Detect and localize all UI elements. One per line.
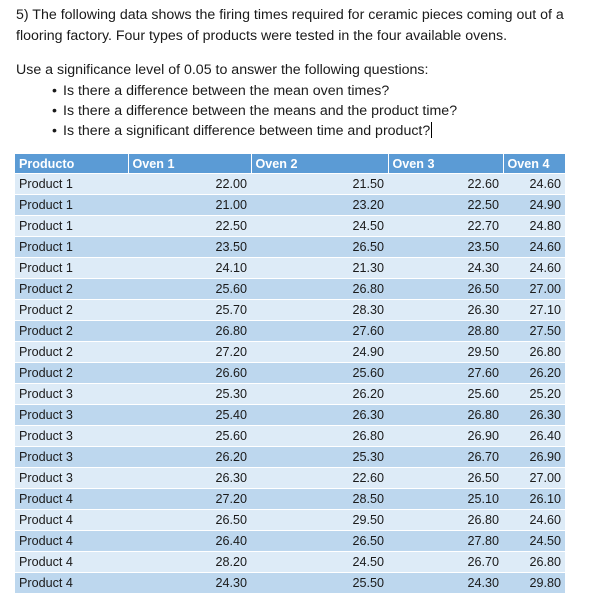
- table-row: [15, 384, 565, 405]
- cell-oven-3: 22.50: [388, 195, 503, 216]
- column-header-oven-4: Oven 4: [503, 154, 565, 174]
- cell-oven-2: 22.60: [251, 468, 388, 489]
- text-cursor: [431, 122, 432, 138]
- cell-product: Product 1: [15, 216, 128, 237]
- cell-oven-1: 27.20: [128, 342, 251, 363]
- cell-oven-4: 24.90: [503, 195, 565, 216]
- table-row: [15, 363, 565, 384]
- cell-product: Product 2: [15, 363, 128, 384]
- cell-oven-2: 26.80: [251, 279, 388, 300]
- cell-product: Product 4: [15, 573, 128, 593]
- table-body: [15, 174, 565, 593]
- problem-instruction: Use a significance level of 0.05 to answer the following questions:: [16, 60, 590, 81]
- table-row: [15, 573, 565, 593]
- table-row: [15, 510, 565, 531]
- table-row: [15, 489, 565, 510]
- cell-oven-1: 24.10: [128, 258, 251, 279]
- cell-oven-4: 24.60: [503, 237, 565, 258]
- table-row: [15, 195, 565, 216]
- table-row: [15, 237, 565, 258]
- cell-product: Product 3: [15, 405, 128, 426]
- cell-oven-1: 26.60: [128, 363, 251, 384]
- cell-oven-1: 26.40: [128, 531, 251, 552]
- cell-oven-3: 24.30: [388, 258, 503, 279]
- cell-oven-3: 25.10: [388, 489, 503, 510]
- question-list: [16, 81, 590, 141]
- cell-oven-3: 26.90: [388, 426, 503, 447]
- cell-oven-2: 21.50: [251, 174, 388, 195]
- cell-oven-3: 29.50: [388, 342, 503, 363]
- table-row: [15, 174, 565, 195]
- cell-oven-4: 26.30: [503, 405, 565, 426]
- cell-oven-4: 29.80: [503, 573, 565, 593]
- cell-product: Product 2: [15, 279, 128, 300]
- table-row: [15, 426, 565, 447]
- question-item: [63, 81, 590, 101]
- column-header-oven-3: Oven 3: [388, 154, 503, 174]
- cell-oven-4: 25.20: [503, 384, 565, 405]
- cell-oven-1: 27.20: [128, 489, 251, 510]
- cell-oven-4: 26.80: [503, 552, 565, 573]
- cell-product: Product 1: [15, 237, 128, 258]
- cell-oven-3: 27.60: [388, 363, 503, 384]
- cell-oven-1: 25.30: [128, 384, 251, 405]
- cell-oven-1: 25.40: [128, 405, 251, 426]
- cell-oven-2: 26.50: [251, 237, 388, 258]
- cell-product: Product 1: [15, 258, 128, 279]
- cell-product: Product 3: [15, 468, 128, 489]
- cell-oven-3: 27.80: [388, 531, 503, 552]
- cell-oven-2: 21.30: [251, 258, 388, 279]
- cell-product: Product 2: [15, 321, 128, 342]
- cell-oven-3: 26.50: [388, 279, 503, 300]
- table-row: [15, 447, 565, 468]
- cell-product: Product 1: [15, 195, 128, 216]
- bullet-icon: •: [52, 81, 57, 101]
- cell-oven-1: 26.80: [128, 321, 251, 342]
- cell-oven-4: 26.20: [503, 363, 565, 384]
- cell-oven-2: 26.50: [251, 531, 388, 552]
- cell-oven-3: 22.60: [388, 174, 503, 195]
- cell-oven-2: 24.50: [251, 552, 388, 573]
- table-row: [15, 342, 565, 363]
- cell-oven-3: 28.80: [388, 321, 503, 342]
- cell-oven-3: 26.30: [388, 300, 503, 321]
- cell-oven-1: 28.20: [128, 552, 251, 573]
- bullet-icon: •: [52, 101, 57, 121]
- table-header-row: [15, 154, 565, 174]
- document-body: [16, 0, 590, 141]
- cell-product: Product 3: [15, 447, 128, 468]
- question-item: [63, 101, 590, 121]
- cell-product: Product 2: [15, 300, 128, 321]
- cell-oven-4: 26.40: [503, 426, 565, 447]
- table-row: [15, 258, 565, 279]
- cell-oven-4: 24.80: [503, 216, 565, 237]
- cell-product: Product 3: [15, 384, 128, 405]
- cell-oven-3: 26.50: [388, 468, 503, 489]
- cell-oven-2: 28.30: [251, 300, 388, 321]
- table-row: [15, 300, 565, 321]
- cell-oven-2: 25.50: [251, 573, 388, 593]
- cell-oven-4: 24.60: [503, 174, 565, 195]
- firing-times-table: [15, 154, 565, 593]
- table-row: [15, 279, 565, 300]
- cell-oven-3: 26.80: [388, 510, 503, 531]
- cell-oven-1: 25.70: [128, 300, 251, 321]
- cell-oven-2: 24.50: [251, 216, 388, 237]
- cell-oven-4: 27.50: [503, 321, 565, 342]
- cell-product: Product 4: [15, 489, 128, 510]
- cell-oven-2: 26.30: [251, 405, 388, 426]
- cell-oven-3: 25.60: [388, 384, 503, 405]
- cell-oven-1: 26.30: [128, 468, 251, 489]
- table-row: [15, 552, 565, 573]
- bullet-icon: •: [52, 121, 57, 141]
- cell-oven-1: 26.20: [128, 447, 251, 468]
- cell-product: Product 3: [15, 426, 128, 447]
- cell-oven-3: 22.70: [388, 216, 503, 237]
- cell-oven-4: 27.00: [503, 279, 565, 300]
- cell-oven-2: 28.50: [251, 489, 388, 510]
- cell-oven-1: 25.60: [128, 426, 251, 447]
- column-header-oven-2: Oven 2: [251, 154, 388, 174]
- cell-oven-2: 24.90: [251, 342, 388, 363]
- cell-product: Product 1: [15, 174, 128, 195]
- cell-product: Product 4: [15, 510, 128, 531]
- cell-oven-1: 21.00: [128, 195, 251, 216]
- question-text: Is there a difference between the means and the product time?: [63, 103, 457, 119]
- table-row: [15, 468, 565, 489]
- cell-oven-4: 27.00: [503, 468, 565, 489]
- column-header-product: Producto: [15, 154, 128, 174]
- cell-oven-2: 23.20: [251, 195, 388, 216]
- cell-oven-2: 26.80: [251, 426, 388, 447]
- cell-oven-2: 25.30: [251, 447, 388, 468]
- cell-product: Product 4: [15, 531, 128, 552]
- cell-oven-3: 26.70: [388, 552, 503, 573]
- cell-oven-4: 27.10: [503, 300, 565, 321]
- cell-oven-1: 23.50: [128, 237, 251, 258]
- cell-oven-1: 22.00: [128, 174, 251, 195]
- cell-oven-4: 24.60: [503, 510, 565, 531]
- cell-oven-3: 24.30: [388, 573, 503, 593]
- cell-oven-2: 26.20: [251, 384, 388, 405]
- cell-oven-3: 26.70: [388, 447, 503, 468]
- cell-oven-4: 26.80: [503, 342, 565, 363]
- problem-intro: 5) The following data shows the firing times required for ceramic pieces coming out of a flooring factory. Four types of products were tested in the four available ovens.: [16, 5, 590, 47]
- table-row: [15, 531, 565, 552]
- question-text: Is there a difference between the mean oven times?: [63, 83, 389, 99]
- table-row: [15, 321, 565, 342]
- cell-oven-1: 24.30: [128, 573, 251, 593]
- cell-oven-2: 29.50: [251, 510, 388, 531]
- cell-oven-3: 23.50: [388, 237, 503, 258]
- table-row: [15, 216, 565, 237]
- cell-oven-4: 26.90: [503, 447, 565, 468]
- cell-product: Product 4: [15, 552, 128, 573]
- cell-oven-4: 26.10: [503, 489, 565, 510]
- cell-oven-1: 26.50: [128, 510, 251, 531]
- cell-oven-2: 27.60: [251, 321, 388, 342]
- question-item: [63, 121, 590, 141]
- table-row: [15, 405, 565, 426]
- cell-oven-1: 25.60: [128, 279, 251, 300]
- cell-oven-3: 26.80: [388, 405, 503, 426]
- cell-oven-4: 24.50: [503, 531, 565, 552]
- cell-oven-1: 22.50: [128, 216, 251, 237]
- cell-product: Product 2: [15, 342, 128, 363]
- cell-oven-4: 24.60: [503, 258, 565, 279]
- column-header-oven-1: Oven 1: [128, 154, 251, 174]
- question-text: Is there a significant difference between time and product?: [63, 123, 430, 139]
- cell-oven-2: 25.60: [251, 363, 388, 384]
